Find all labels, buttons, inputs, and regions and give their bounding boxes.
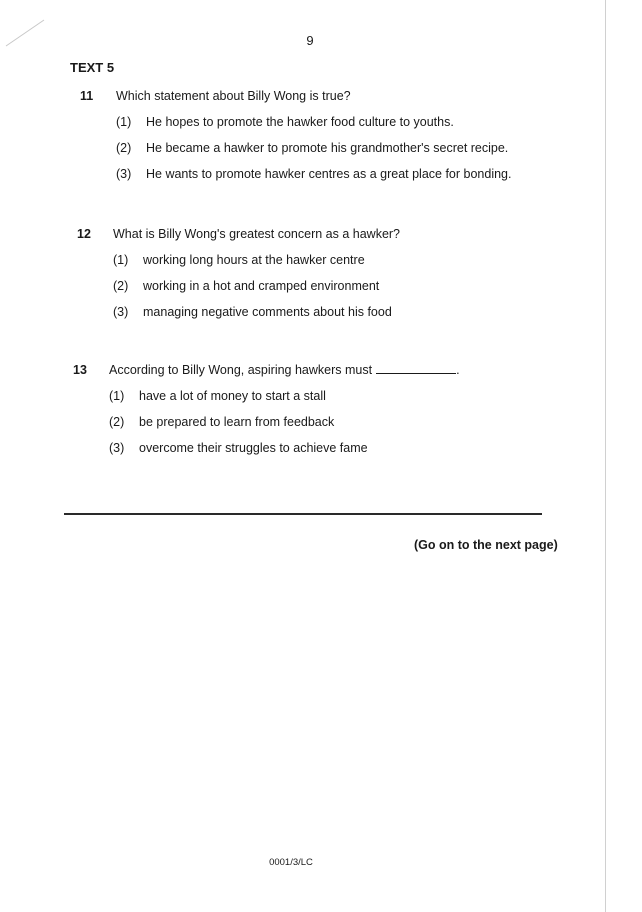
option-label: (2)	[109, 415, 125, 429]
option-3	[116, 167, 511, 181]
option-1	[116, 115, 511, 129]
question-11	[80, 89, 511, 181]
option-text: He became a hawker to promote his grandmother's secret recipe.	[146, 141, 509, 155]
scan-edge-line	[605, 0, 606, 912]
option-text: managing negative comments about his food	[143, 305, 392, 319]
question-number: 11	[80, 89, 94, 103]
option-2	[109, 415, 460, 429]
option-text: working long hours at the hawker centre	[143, 253, 365, 267]
question-text	[109, 363, 460, 377]
option-text: overcome their struggles to achieve fame	[139, 441, 368, 455]
question-12	[77, 227, 400, 319]
option-text: He wants to promote hawker centres as a great place for bonding.	[146, 167, 512, 181]
paper-code: 0001/3/LC	[269, 857, 313, 868]
question-stem: According to Billy Wong, aspiring hawkers must	[109, 363, 373, 377]
question-text: What is Billy Wong's greatest concern as a hawker?	[113, 227, 401, 241]
option-label: (3)	[116, 167, 132, 181]
answer-blank	[376, 363, 456, 374]
question-stem-end: .	[456, 363, 460, 377]
option-text: working in a hot and cramped environment	[143, 279, 380, 293]
option-label: (2)	[116, 141, 132, 155]
page-number: 9	[306, 33, 314, 48]
section-divider	[64, 513, 542, 515]
option-2	[116, 141, 511, 155]
option-text: be prepared to learn from feedback	[139, 415, 335, 429]
option-text: have a lot of money to start a stall	[139, 389, 326, 403]
question-text: Which statement about Billy Wong is true?	[116, 89, 351, 103]
option-label: (1)	[113, 253, 129, 267]
question-13	[73, 363, 460, 455]
option-label: (1)	[116, 115, 132, 129]
option-label: (2)	[113, 279, 129, 293]
option-3	[113, 305, 400, 319]
option-label: (3)	[109, 441, 125, 455]
option-text: He hopes to promote the hawker food culture to youths.	[146, 115, 454, 129]
option-3	[109, 441, 460, 455]
question-number: 12	[77, 227, 91, 241]
option-label: (1)	[109, 389, 125, 403]
option-2	[113, 279, 400, 293]
question-number: 13	[73, 363, 87, 377]
option-1	[113, 253, 400, 267]
option-label: (3)	[113, 305, 129, 319]
option-1	[109, 389, 460, 403]
section-title: TEXT 5	[70, 60, 115, 75]
continue-note: (Go on to the next page)	[414, 538, 558, 552]
